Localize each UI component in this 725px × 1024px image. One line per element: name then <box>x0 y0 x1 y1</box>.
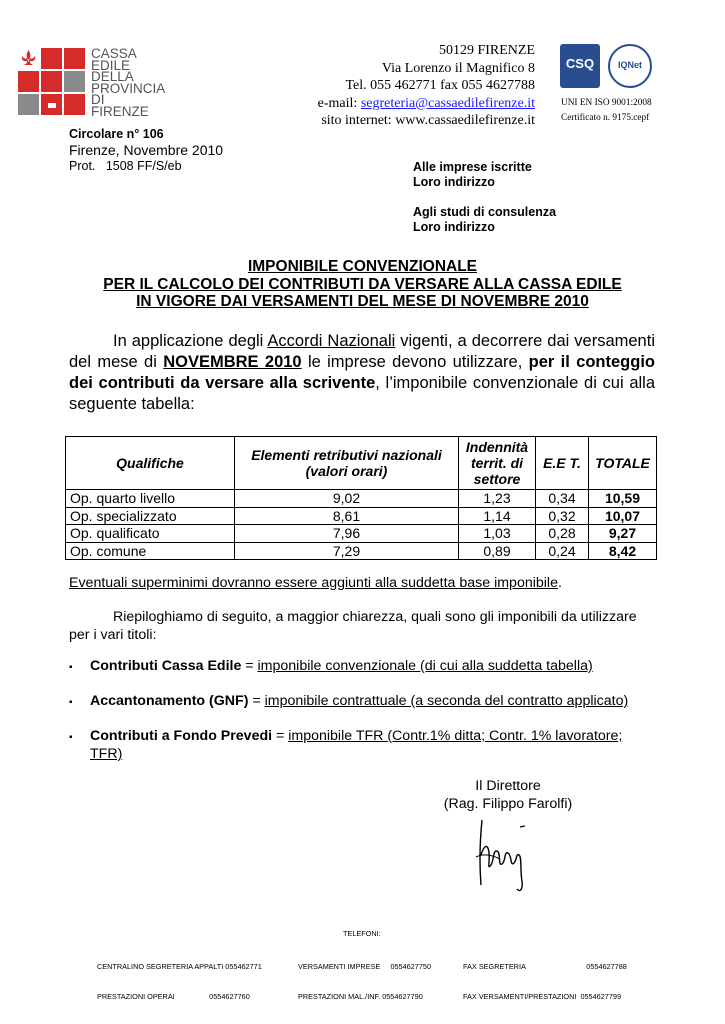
table-row <box>66 542 657 560</box>
circolare-date: Firenze, Novembre 2010 <box>69 141 224 158</box>
logo-squares-icon <box>18 48 88 120</box>
bullet-eq: = <box>272 728 289 744</box>
bullet-value: imponibile TFR (Contr.1% ditta; Contr. 1% lavoratore; <box>288 728 623 744</box>
circolare-prot: Prot. 1508 FF/S/eb <box>69 158 182 173</box>
footer-line: PRESTAZIONI OPERAI 0554627760 <box>97 992 250 1001</box>
table-row <box>66 490 657 508</box>
square-bullet-icon: ▪ <box>69 662 73 673</box>
intro-text: le imprese devono utilizzare, <box>301 353 529 371</box>
superminimi-note <box>69 574 562 592</box>
iqnet-logo <box>608 44 652 88</box>
cell-qualifica: Op. quarto livello <box>66 490 235 508</box>
cell-indennita: 1,23 <box>459 490 536 508</box>
signature-role: Il Direttore <box>475 778 541 794</box>
circolare-number: Circolare n° 106 <box>69 127 164 141</box>
logo-line: FIRENZE <box>91 103 149 119</box>
document-title <box>40 258 685 311</box>
footer-col-1 <box>97 942 262 1012</box>
table-row <box>66 525 657 543</box>
footer-line: PRESTAZIONI MAL./INF. 0554627790 <box>298 992 423 1001</box>
bullet-label: Accantonamento (GNF) <box>90 693 249 709</box>
intro-text: In applicazione degli <box>113 332 268 350</box>
title-line-3: IN VIGORE DAI VERSAMENTI DEL MESE DI NOVEMBRE 2010 <box>136 293 589 310</box>
bullet-label: Contributi Cassa Edile <box>90 658 242 674</box>
header-qualifiche: Qualifiche <box>66 437 235 490</box>
intro-text: , l’imponibile convenzionale di cui alla seguente tabella: <box>69 374 655 413</box>
csq-logo <box>560 44 600 88</box>
iqnet-logo-text: IQNet <box>617 60 642 70</box>
cert-iso: UNI EN ISO 9001:2008 <box>561 98 652 108</box>
title-line-2: PER IL CALCOLO DEI CONTRIBUTI DA VERSARE ALLA CASSA EDILE <box>103 275 622 293</box>
address-city: 50129 FIRENZE <box>438 43 535 58</box>
email-link[interactable]: segreteria@cassaedilefirenze.it <box>360 95 535 111</box>
footer-line: VERSAMENTI IMPRESE 0554627750 <box>298 962 432 971</box>
cell-indennita: 1,03 <box>459 525 536 543</box>
recipient-1-address: Loro indirizzo <box>413 174 495 189</box>
logo-line: PROVINCIA <box>91 80 166 96</box>
logo-line: EDILE <box>91 57 131 73</box>
cell-indennita: 0,89 <box>459 542 536 560</box>
recipient-2: Agli studi di consulenza <box>413 205 557 219</box>
csq-logo-text: CSQ <box>565 56 595 71</box>
logo <box>18 48 88 120</box>
address-block <box>235 42 535 130</box>
handwritten-signature-icon <box>470 815 536 897</box>
footer-line: FAX SEGRETERIA 0554627788 <box>463 962 627 971</box>
footer-heading: TELEFONI: <box>343 929 381 938</box>
cell-elementi: 7,96 <box>235 525 459 543</box>
intro-purpose: per il conteggio dei contributi da versare alla scrivente <box>69 353 655 392</box>
rates-table <box>65 436 657 560</box>
logo-line: DELLA <box>91 69 134 84</box>
bullet-label: Contributi a Fondo Prevedi <box>90 728 273 744</box>
cell-elementi: 7,29 <box>235 542 459 560</box>
logo-line: CASSA <box>91 46 137 61</box>
bullet-value-cont: TFR) <box>90 746 123 762</box>
cell-eet: 0,24 <box>536 542 589 560</box>
email-label: e-mail: <box>317 95 358 111</box>
table-row <box>66 507 657 525</box>
cell-elementi: 8,61 <box>235 507 459 525</box>
title-line-1: IMPONIBILE CONVENZIONALE <box>247 258 478 275</box>
recipients <box>413 160 556 234</box>
riepilogo-line-2: per i vari titoli: <box>69 627 157 643</box>
logo-text <box>91 48 165 117</box>
bullet-eq: = <box>248 693 265 709</box>
recipient-1: Alle imprese iscritte <box>413 160 532 174</box>
intro-text: vigenti, a decorrere dai versamenti del mese di <box>69 332 655 371</box>
address-site[interactable]: sito internet: www.cassaedilefirenze.it <box>321 113 535 128</box>
footer-line: CENTRALINO SEGRETERIA APPALTI 055462771 <box>97 962 262 971</box>
signature-block <box>428 777 588 813</box>
riepilogo-paragraph <box>69 608 659 644</box>
intro-paragraph <box>69 331 655 415</box>
cell-qualifica: Op. specializzato <box>66 507 235 525</box>
superminimi-dot: . <box>557 575 562 591</box>
cell-eet: 0,32 <box>536 507 589 525</box>
header-indennita: Indennità territ. di settore <box>459 437 536 490</box>
cell-qualifica: Op. qualificato <box>66 525 235 543</box>
recipient-2-address: Loro indirizzo <box>413 219 495 234</box>
cell-totale: 10,07 <box>589 507 657 525</box>
riepilogo-line-1: Riepiloghiamo di seguito, a maggior chiarezza, quali sono gli imponibili da utilizzare <box>113 609 637 625</box>
signature-name: (Rag. Filippo Farolfi) <box>443 796 573 812</box>
cert-number: Certificato n. 9175.cepf <box>561 113 650 123</box>
square-bullet-icon: ▪ <box>69 732 73 743</box>
cell-indennita: 1,14 <box>459 507 536 525</box>
logo-line: DI <box>91 92 105 107</box>
header-totale: TOTALE <box>589 437 657 490</box>
address-phone: Tel. 055 462771 fax 055 4627788 <box>345 78 535 93</box>
footer-col-2 <box>298 942 431 1012</box>
cell-qualifica: Op. comune <box>66 542 235 560</box>
footer-line: FAX VERSAMENTI/PRESTAZIONI 0554627799 <box>463 992 622 1001</box>
superminimi-text: Eventuali superminimi dovranno essere aggiunti alla suddetta base imponibile <box>69 575 558 591</box>
address-street: Via Lorenzo il Magnifico 8 <box>381 60 535 76</box>
cert-text <box>561 96 652 126</box>
intro-accordi: Accordi Nazionali <box>267 332 396 350</box>
intro-month: NOVEMBRE 2010 <box>163 353 302 371</box>
header-eet: E.E T. <box>536 437 589 490</box>
cell-elementi: 9,02 <box>235 490 459 508</box>
address-email-row <box>235 95 535 113</box>
cell-eet: 0,28 <box>536 525 589 543</box>
table-header-row <box>66 437 657 490</box>
bullet-value: imponibile contrattuale (a seconda del contratto applicato) <box>264 693 629 709</box>
cell-totale: 9,27 <box>589 525 657 543</box>
circolare-block <box>69 127 223 173</box>
bullet-eq: = <box>241 658 258 674</box>
cert-logos <box>560 44 660 92</box>
cell-totale: 10,59 <box>589 490 657 508</box>
cell-eet: 0,34 <box>536 490 589 508</box>
footer-col-3 <box>463 942 627 1012</box>
square-bullet-icon: ▪ <box>69 697 73 708</box>
bullet-value: imponibile convenzionale (di cui alla suddetta tabella) <box>257 658 593 674</box>
cell-totale: 8,42 <box>589 542 657 560</box>
header-elementi: Elementi retributivi nazionali (valori orari) <box>235 437 459 490</box>
